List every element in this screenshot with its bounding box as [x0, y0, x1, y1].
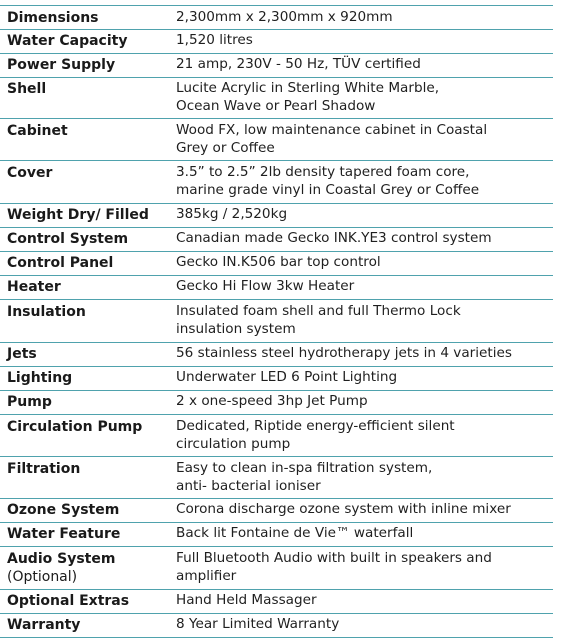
spec-label-sub: (Optional)	[7, 569, 78, 585]
spec-value-line: Insulated foam shell and full Thermo Lock	[176, 303, 461, 319]
spec-value-line: Underwater LED 6 Point Lighting	[176, 369, 398, 385]
spec-row-power-supply	[0, 54, 553, 78]
spec-label: Control Panel	[7, 255, 114, 271]
spec-value	[176, 345, 550, 363]
spec-label: Insulation	[7, 304, 86, 320]
spec-label: Control System	[7, 231, 129, 247]
spec-label: Warranty	[7, 617, 81, 633]
spec-value	[176, 460, 550, 495]
spec-value	[176, 164, 550, 199]
spec-value-line: Canadian made Gecko INK.YE3 control system	[176, 230, 492, 246]
spec-label: Cabinet	[7, 123, 68, 139]
spec-row-heater	[0, 276, 553, 300]
spec-row-jets	[0, 343, 553, 367]
spec-value	[176, 393, 550, 411]
spec-value-line: 385kg / 2,520kg	[176, 206, 288, 222]
spec-row-lighting	[0, 367, 553, 391]
spec-label: Ozone System	[7, 502, 120, 518]
spec-row-shell	[0, 78, 553, 119]
spec-value	[176, 56, 550, 74]
spec-row-weight	[0, 204, 553, 228]
spec-value-line: Hand Held Massager	[176, 592, 317, 608]
spec-row-water-capacity	[0, 30, 553, 54]
spec-label: Weight Dry/ Filled	[7, 207, 149, 223]
spec-value-line: marine grade vinyl in Coastal Grey or Coffee	[176, 181, 480, 198]
spec-row-control-system	[0, 228, 553, 252]
spec-value-line: Ocean Wave or Pearl Shadow	[176, 97, 376, 114]
spec-label: Water Feature	[7, 526, 121, 542]
spec-label: Lighting	[7, 370, 73, 386]
spec-value-line: Gecko IN.K506 bar top control	[176, 254, 381, 270]
spec-value-line: 1,520 litres	[176, 32, 253, 48]
spec-label: Optional Extras	[7, 593, 130, 609]
spec-value-line: Lucite Acrylic in Sterling White Marble,	[176, 80, 440, 96]
spec-row-warranty	[0, 614, 553, 638]
spec-value	[176, 369, 550, 387]
spec-row-filtration	[0, 457, 553, 499]
spec-label: Water Capacity	[7, 33, 128, 49]
spec-value	[176, 32, 550, 50]
spec-value-line: 3.5” to 2.5” 2lb density tapered foam core,	[176, 164, 470, 180]
spec-value-line: Wood FX, low maintenance cabinet in Coastal	[176, 122, 488, 138]
spec-row-optional-extras	[0, 590, 553, 614]
spec-value	[176, 230, 550, 248]
spec-label: Dimensions	[7, 10, 99, 26]
spec-value-line: anti- bacterial ioniser	[176, 477, 321, 494]
spec-label: Filtration	[7, 461, 81, 477]
spec-label: Power Supply	[7, 57, 116, 73]
spec-label: Jets	[7, 346, 37, 362]
spec-value-line: Dedicated, Riptide energy-efficient silent	[176, 418, 455, 434]
spec-row-insulation	[0, 300, 553, 343]
spec-value	[176, 303, 550, 338]
spec-value-line: Back lit Fontaine de Vie™ waterfall	[176, 525, 414, 541]
spec-label: Heater	[7, 279, 61, 295]
spec-value-line: 2 x one-speed 3hp Jet Pump	[176, 393, 368, 409]
spec-value-line: Full Bluetooth Audio with built in speakers and	[176, 550, 492, 566]
spec-row-pump	[0, 391, 553, 415]
spec-value	[176, 9, 550, 27]
spec-value	[176, 122, 550, 157]
spec-value-line: Corona discharge ozone system with inline mixer	[176, 501, 511, 517]
spec-value-line: 56 stainless steel hydrotherapy jets in 4 varieties	[176, 345, 512, 361]
spec-value	[176, 418, 550, 453]
spec-row-cabinet	[0, 119, 553, 161]
spec-value	[176, 254, 550, 272]
spec-label: Cover	[7, 165, 53, 181]
spec-value-line: insulation system	[176, 320, 296, 337]
spec-label: Pump	[7, 394, 52, 410]
spec-row-circulation-pump	[0, 415, 553, 457]
spec-value	[176, 550, 550, 585]
spec-value	[176, 80, 550, 115]
spec-value	[176, 525, 550, 543]
spec-value-line: 21 amp, 230V - 50 Hz, TÜV certified	[176, 56, 421, 72]
spec-value-line: amplifier	[176, 567, 237, 584]
spec-value	[176, 278, 550, 296]
spec-label-main: Audio System	[7, 551, 116, 567]
spec-label	[7, 550, 167, 586]
spec-value	[176, 592, 550, 610]
spec-value-line: Grey or Coffee	[176, 139, 275, 156]
spec-label: Circulation Pump	[7, 419, 143, 435]
spec-row-cover	[0, 161, 553, 204]
spec-value	[176, 206, 550, 224]
spec-value-line: Gecko Hi Flow 3kw Heater	[176, 278, 355, 294]
spec-row-audio-system	[0, 547, 553, 590]
spec-row-ozone-system	[0, 499, 553, 523]
spec-value	[176, 501, 550, 519]
spec-value-line: 2,300mm x 2,300mm x 920mm	[176, 9, 393, 25]
spec-row-water-feature	[0, 523, 553, 547]
spec-value-line: circulation pump	[176, 435, 291, 452]
spec-label: Shell	[7, 81, 47, 97]
spec-value-line: Easy to clean in-spa filtration system,	[176, 460, 433, 476]
spec-value	[176, 616, 550, 634]
spec-row-control-panel	[0, 252, 553, 276]
spec-row-dimensions	[0, 5, 553, 30]
spec-value-line: 8 Year Limited Warranty	[176, 616, 340, 632]
